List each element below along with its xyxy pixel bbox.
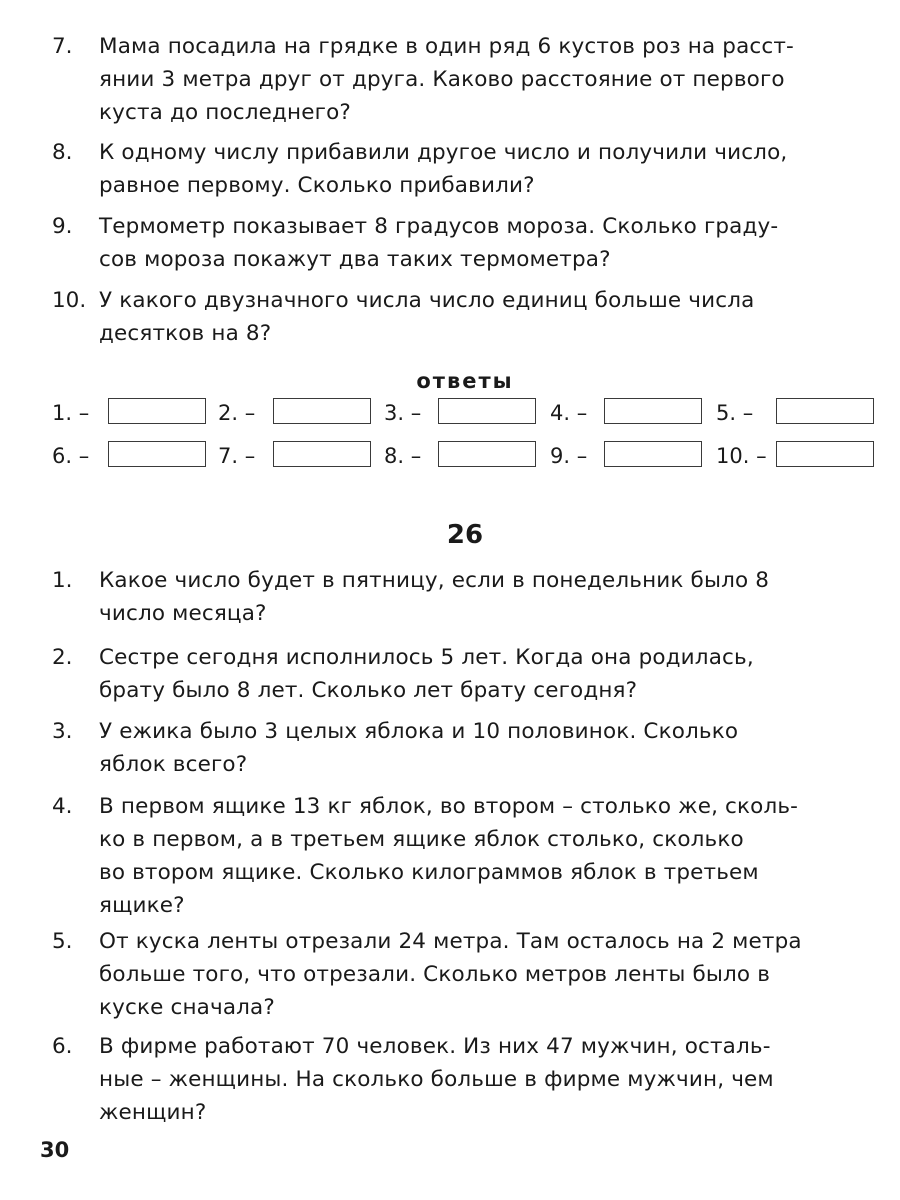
answer-label: 10. – [716, 444, 767, 468]
problem-line: Сестре сегодня исполнилось 5 лет. Когда она родилась, [99, 645, 754, 670]
problem-text [99, 641, 882, 707]
problem-line: В фирме работают 70 человек. Из них 47 мужчин, осталь- [99, 1034, 771, 1059]
answer-label: 8. – [384, 444, 422, 468]
answer-box[interactable] [108, 441, 206, 467]
problem-line: В первом ящике 13 кг яблок, во втором – столько же, сколь- [99, 794, 799, 819]
answer-box[interactable] [438, 398, 536, 424]
answer-label: 2. – [218, 401, 256, 425]
problem-line: Какое число будет в пятницу, если в понедельник было 8 [99, 568, 770, 593]
answer-box[interactable] [108, 398, 206, 424]
problem-text [99, 136, 882, 202]
problem-line: ные – женщины. На сколько больше в фирме мужчин, чем [99, 1067, 774, 1092]
section-problem-2 [52, 641, 882, 707]
problem-line: янии 3 метра друг от друга. Каково расстояние от первого [99, 67, 785, 92]
problem-number: 10. [52, 288, 87, 313]
problem-line: Мама посадила на грядке в один ряд 6 кустов роз на расст- [99, 34, 794, 59]
problem-8 [52, 136, 882, 202]
problem-line: сов мороза покажут два таких термометра? [99, 247, 611, 272]
problem-number: 7. [52, 34, 73, 59]
problem-text [99, 284, 882, 350]
answer-box[interactable] [604, 398, 702, 424]
problem-line: яблок всего? [99, 752, 248, 777]
problem-line: число месяца? [99, 601, 267, 626]
answer-label: 4. – [550, 401, 588, 425]
problem-line: От куска ленты отрезали 24 метра. Там осталось на 2 метра [99, 929, 802, 954]
answer-label: 6. – [52, 444, 90, 468]
problem-line: брату было 8 лет. Сколько лет брату сегодня? [99, 678, 638, 703]
problem-number: 5. [52, 929, 73, 954]
problem-line: больше того, что отрезали. Сколько метров ленты было в [99, 962, 771, 987]
problem-line: ко в первом, а в третьем ящике яблок столько, сколько [99, 827, 744, 852]
answers-title: ответы [416, 369, 514, 393]
problem-text [99, 925, 882, 1024]
answer-box[interactable] [776, 398, 874, 424]
problem-number: 6. [52, 1034, 73, 1059]
problem-number: 2. [52, 645, 73, 670]
problem-number: 4. [52, 794, 73, 819]
section-problem-1 [52, 564, 882, 630]
problem-text [99, 210, 882, 276]
problem-line: У ежика было 3 целых яблока и 10 половинок. Сколько [99, 719, 739, 744]
problem-number: 3. [52, 719, 73, 744]
answer-box[interactable] [604, 441, 702, 467]
answer-label: 9. – [550, 444, 588, 468]
page-number: 30 [40, 1138, 70, 1162]
answer-label: 5. – [716, 401, 754, 425]
problem-line: во втором ящике. Сколько килограммов яблок в третьем [99, 860, 759, 885]
section-number: 26 [446, 520, 484, 550]
answer-box[interactable] [776, 441, 874, 467]
problem-line: К одному числу прибавили другое число и получили число, [99, 140, 788, 165]
problem-line: куста до последнего? [99, 100, 351, 125]
problem-line: ящике? [99, 893, 185, 918]
answer-label: 3. – [384, 401, 422, 425]
section-problem-5 [52, 925, 882, 1024]
problem-number: 9. [52, 214, 73, 239]
problem-7 [52, 30, 882, 129]
section-problem-6 [52, 1030, 882, 1129]
problem-10 [52, 284, 882, 350]
section-problem-4 [52, 790, 882, 922]
section-problem-3 [52, 715, 882, 781]
problem-9 [52, 210, 882, 276]
problem-text [99, 715, 882, 781]
problem-number: 8. [52, 140, 73, 165]
problem-text [99, 790, 882, 922]
problem-line: Термометр показывает 8 градусов мороза. Сколько граду- [99, 214, 779, 239]
problem-line: женщин? [99, 1100, 207, 1125]
problem-text [99, 564, 882, 630]
problem-text [99, 30, 882, 129]
problem-text [99, 1030, 882, 1129]
problem-line: У какого двузначного числа число единиц больше числа [99, 288, 755, 313]
answer-label: 1. – [52, 401, 90, 425]
problem-line: десятков на 8? [99, 321, 272, 346]
problem-number: 1. [52, 568, 73, 593]
answer-box[interactable] [273, 398, 371, 424]
problem-line: куске сначала? [99, 995, 275, 1020]
answer-box[interactable] [438, 441, 536, 467]
answer-label: 7. – [218, 444, 256, 468]
answer-box[interactable] [273, 441, 371, 467]
problem-line: равное первому. Сколько прибавили? [99, 173, 535, 198]
